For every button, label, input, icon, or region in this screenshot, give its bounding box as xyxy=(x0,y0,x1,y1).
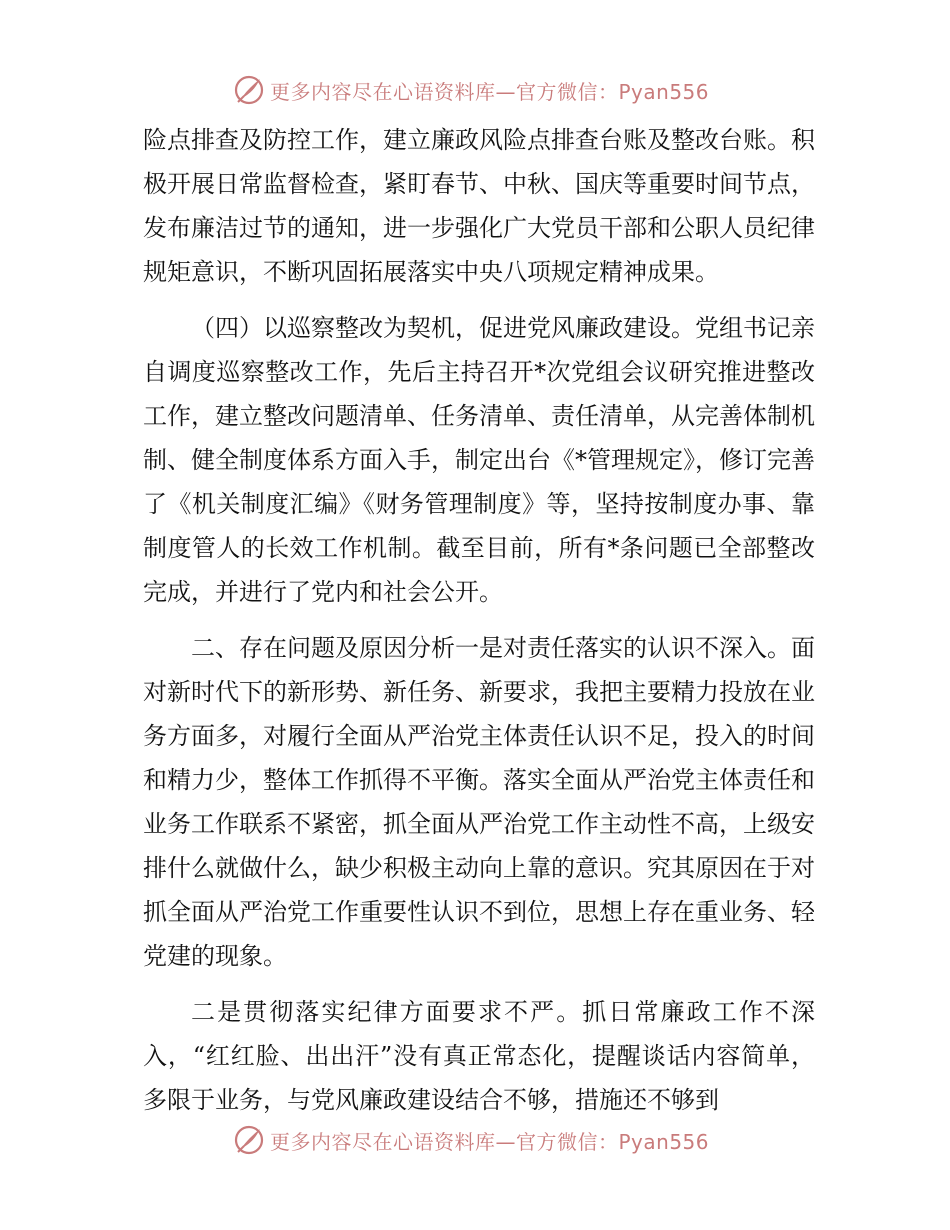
feather-pen-logo-icon xyxy=(232,73,266,107)
paragraph-continuation: 险点排查及防控工作，建立廉政风险点排查台账及整改台账。积极开展日常监督检查，紧盯春节、中秋、国庆等重要时间节点，发布廉洁过节的通知，进一步强化广大党员干部和公职人员纪律规矩意识，不断巩固拓展落实中央八项规定精神成果。 xyxy=(143,126,815,286)
header-watermark xyxy=(232,70,709,110)
document-body xyxy=(143,118,815,1134)
watermark-text: 更多内容尽在心语资料库—官方微信：Pyan556 xyxy=(270,1129,710,1154)
paragraph-problems-analysis: 二、存在问题及原因分析一是对责任落实的认识不深入。面对新时代下的新形势、新任务、新要求，我把主要精力投放在业务方面多，对履行全面从严治党主体责任认识不足，投入的时间和精力少，整体工作抓得不平衡。落实全面从严治党主体责任和业务工作联系不紧密，抓全面从严治党工作主动性不高，上级安排什么就做什么，缺少积极主动向上靠的意识。究其原因在于对抓全面从严治党工作重要性认识不到位，思想上存在重业务、轻党建的现象。 xyxy=(143,634,815,970)
footer-watermark xyxy=(232,1120,709,1160)
feather-pen-logo-icon xyxy=(232,1123,266,1157)
watermark-text: 更多内容尽在心语资料库—官方微信：Pyan556 xyxy=(270,79,710,104)
paragraph-inspection-rectification: （四）以巡察整改为契机，促进党风廉政建设。党组书记亲自调度巡察整改工作，先后主持召开*次党组会议研究推进整改工作，建立整改问题清单、任务清单、责任清单，从完善体制机制、健全制度体系方面入手，制定出台《*管理规定》，修订完善了《机关制度汇编》《财务管理制度》等，坚持按制度办事、靠制度管人的长效工作机制。截至目前，所有*条问题已全部整改完成，并进行了党内和社会公开。 xyxy=(143,314,815,606)
paragraph-discipline: 二是贯彻落实纪律方面要求不严。抓日常廉政工作不深入，“红红脸、出出汗”没有真正常态化，提醒谈话内容简单，多限于业务，与党风廉政建设结合不够，措施还不够到 xyxy=(143,998,815,1114)
